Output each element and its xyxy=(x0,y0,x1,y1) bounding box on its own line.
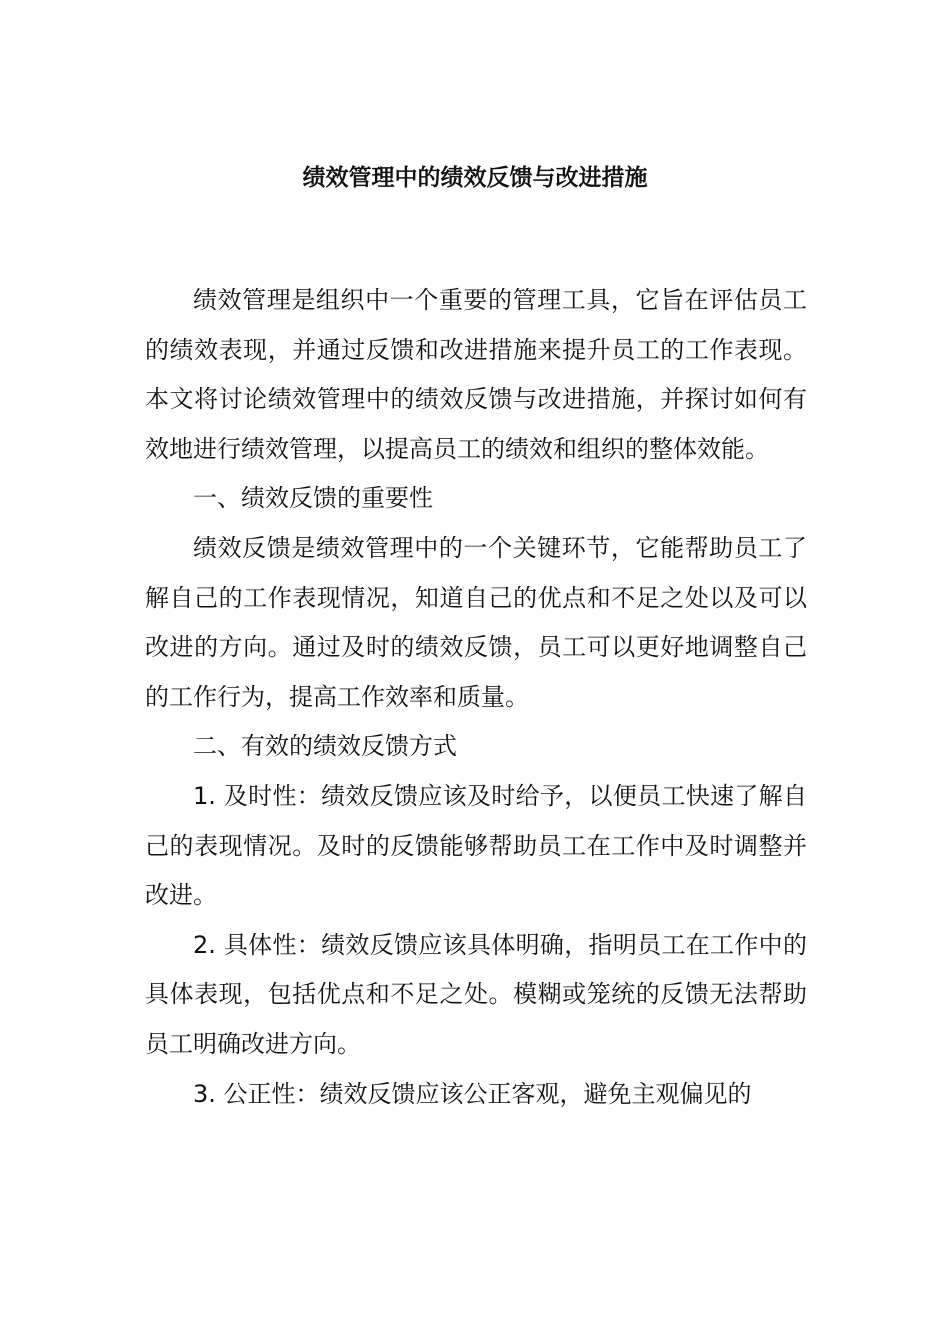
section-heading-methods: 二、有效的绩效反馈方式 xyxy=(193,732,457,761)
importance-paragraph: 绩效反馈是绩效管理中的一个关键环节，它能帮助员工了解自己的工作表现情况，知道自己的优点和不足之处以及可以改进的方向。通过及时的绩效反馈，员工可以更好地调整自己的工作行为，提高工作效率和质量。 xyxy=(145,533,807,711)
intro-paragraph: 绩效管理是组织中一个重要的管理工具，它旨在评估员工的绩效表现，并通过反馈和改进措施来提升员工的工作表现。本文将讨论绩效管理中的绩效反馈与改进措施，并探讨如何有效地进行绩效管理，以提高员工的绩效和组织的整体效能。 xyxy=(145,286,807,463)
section-heading-importance: 一、绩效反馈的重要性 xyxy=(193,484,433,513)
method-item-timeliness: 1. 及时性：绩效反馈应该及时给予，以便员工快速了解自己的表现情况。及时的反馈能够帮助员工在工作中及时调整并改进。 xyxy=(145,781,807,910)
method-item-specificity: 2. 具体性：绩效反馈应该具体明确，指明员工在工作中的具体表现，包括优点和不足之处。模糊或笼统的反馈无法帮助员工明确改进方向。 xyxy=(145,930,807,1058)
document-body xyxy=(145,276,807,1119)
document-title: 绩效管理中的绩效反馈与改进措施 xyxy=(302,165,648,191)
method-item-fairness: 3. 公正性：绩效反馈应该公正客观，避免主观偏见的 xyxy=(193,1079,752,1108)
